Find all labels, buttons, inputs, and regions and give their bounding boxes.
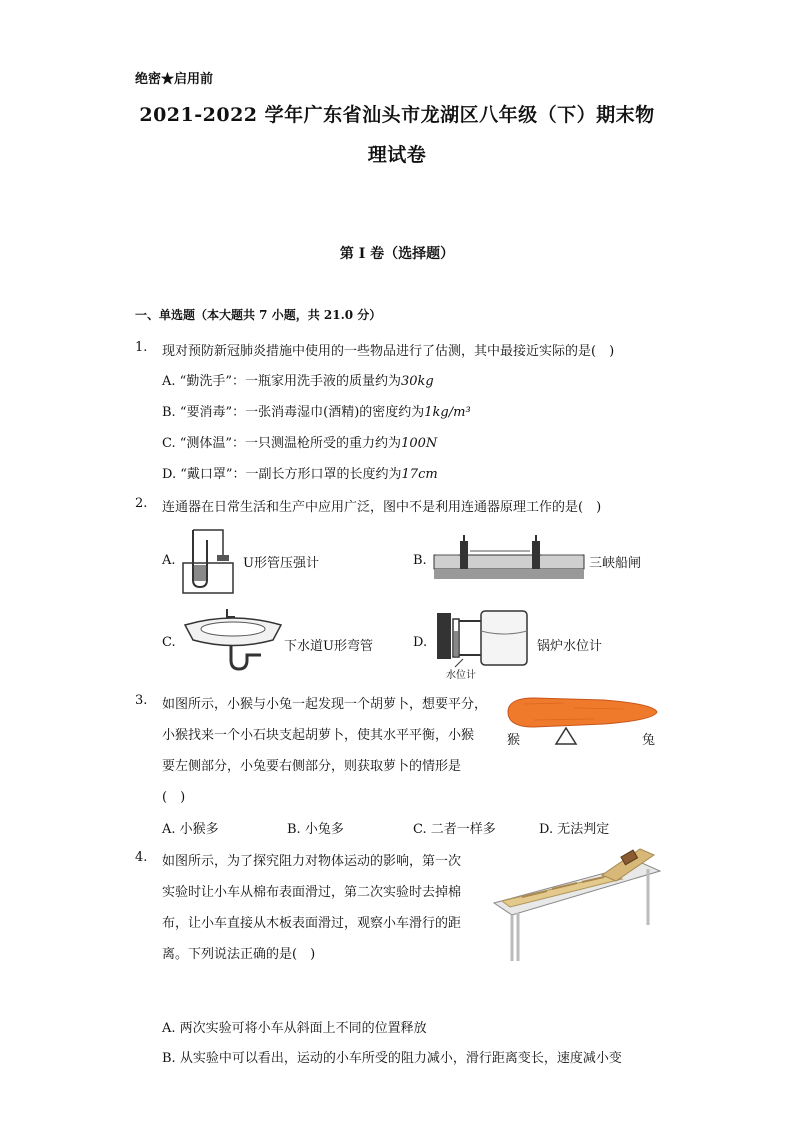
option-label: C. xyxy=(413,822,427,837)
q2-option-d-label: D. xyxy=(413,635,428,650)
drain-u-bend-figure xyxy=(183,605,283,673)
option-label: A. xyxy=(162,374,176,389)
rabbit-label: 兔 xyxy=(642,733,656,748)
option-text: “勤洗手”：一瓶家用洗手液的质量约为 xyxy=(179,374,401,389)
q2-option-c-text: 下水道U形弯管 xyxy=(284,639,373,654)
exam-title-line2: 理试卷 xyxy=(367,144,427,166)
option-label: D. xyxy=(162,467,177,482)
option-text: 无法判定 xyxy=(557,822,610,837)
volume-title: 第 I 卷（选择题） xyxy=(339,246,455,262)
option-label: A. xyxy=(162,822,176,837)
q2-option-a-label: A. xyxy=(162,553,176,568)
q3-stem-line1: 如图所示，小猴与小兔一起发现一个胡萝卜，想要平分， xyxy=(162,697,488,712)
option-text: 小猴多 xyxy=(179,822,219,837)
option-label: C. xyxy=(162,436,176,451)
q2-option-d-text: 锅炉水位计 xyxy=(537,639,603,654)
option-text: “要消毒”：一张消毒湿巾(酒精)的密度约为 xyxy=(179,405,425,420)
option-value: 1kg/m³ xyxy=(424,405,471,420)
q4-number: 4. xyxy=(135,850,148,865)
q1-option-d xyxy=(162,463,438,482)
carrot-balance-figure xyxy=(504,694,659,746)
q2-number: 2. xyxy=(135,496,148,511)
boiler-water-gauge-figure xyxy=(433,607,531,669)
q1-option-a xyxy=(162,370,434,389)
q2-stem: 连通器在日常生活和生产中应用广泛，图中不是利用连通器原理工作的是( ) xyxy=(162,500,602,515)
u-tube-manometer-figure xyxy=(183,525,243,597)
water-gauge-figure-label: 水位计 xyxy=(446,670,476,681)
q2-option-b-text: 三峡船闸 xyxy=(589,556,642,571)
q2-option-c-label: C. xyxy=(162,635,176,650)
q4-stem-line4: 离。下列说法正确的是( ) xyxy=(162,947,316,962)
q3-number: 3. xyxy=(135,693,148,708)
q1-number: 1. xyxy=(135,340,148,355)
q3-option-a xyxy=(162,818,219,837)
option-value: 17cm xyxy=(401,467,438,482)
q4-option-b xyxy=(162,1047,622,1066)
q4-option-a xyxy=(162,1017,427,1036)
confidential-mark: 绝密★启用前 xyxy=(135,72,214,87)
option-text: “测体温”：一只测温枪所受的重力约为 xyxy=(179,436,402,451)
q3-stem-line2: 小猴找来一个小石块支起胡萝卜，使其水平平衡，小猴 xyxy=(162,728,475,743)
q4-stem-line2: 实验时让小车从棉布表面滑过，第二次实验时去掉棉 xyxy=(162,885,462,900)
q3-option-d xyxy=(539,818,609,837)
q3-option-c xyxy=(413,818,496,837)
option-value: 100N xyxy=(401,436,438,451)
option-text: 小兔多 xyxy=(304,822,344,837)
q1-option-c xyxy=(162,432,437,451)
monkey-label: 猴 xyxy=(507,733,521,748)
section-title: 一、单选题（本大题共 7 小题，共 21.0 分） xyxy=(135,308,382,322)
q4-stem-line3: 布，让小车直接从木板表面滑过，观察小车滑行的距 xyxy=(162,916,462,931)
q1-option-b xyxy=(162,401,471,420)
q3-stem-line4: ( ) xyxy=(162,790,186,805)
option-text: “戴口罩”：一副长方形口罩的长度约为 xyxy=(180,467,402,482)
q3-stem-line3: 要左侧部分，小兔要右侧部分，则获取萝卜的情形是 xyxy=(162,759,462,774)
q2-option-b-label: B. xyxy=(413,553,427,568)
option-label: B. xyxy=(287,822,301,837)
option-label: B. xyxy=(162,405,176,420)
q1-stem: 现对预防新冠肺炎措施中使用的一些物品进行了估测，其中最接近实际的是( ) xyxy=(162,344,615,359)
option-label: A. xyxy=(162,1021,176,1036)
q2-option-a-text: U形管压强计 xyxy=(243,556,319,571)
option-label: B. xyxy=(162,1051,176,1066)
option-value: 30kg xyxy=(400,374,434,389)
q4-stem-line1: 如图所示，为了探究阻力对物体运动的影响，第一次 xyxy=(162,854,462,869)
exam-title-line1: 2021-2022 学年广东省汕头市龙湖区八年级（下）期末物 xyxy=(139,104,655,126)
option-label: D. xyxy=(539,822,554,837)
ship-lock-figure xyxy=(434,533,584,583)
option-text: 两次实验可将小车从斜面上不同的位置释放 xyxy=(179,1021,427,1036)
q3-option-b xyxy=(287,818,344,837)
option-text: 二者一样多 xyxy=(430,822,496,837)
incline-cart-figure xyxy=(492,845,662,963)
option-text: 从实验中可以看出，运动的小车所受的阻力减小，滑行距离变长，速度减小变 xyxy=(179,1051,622,1066)
